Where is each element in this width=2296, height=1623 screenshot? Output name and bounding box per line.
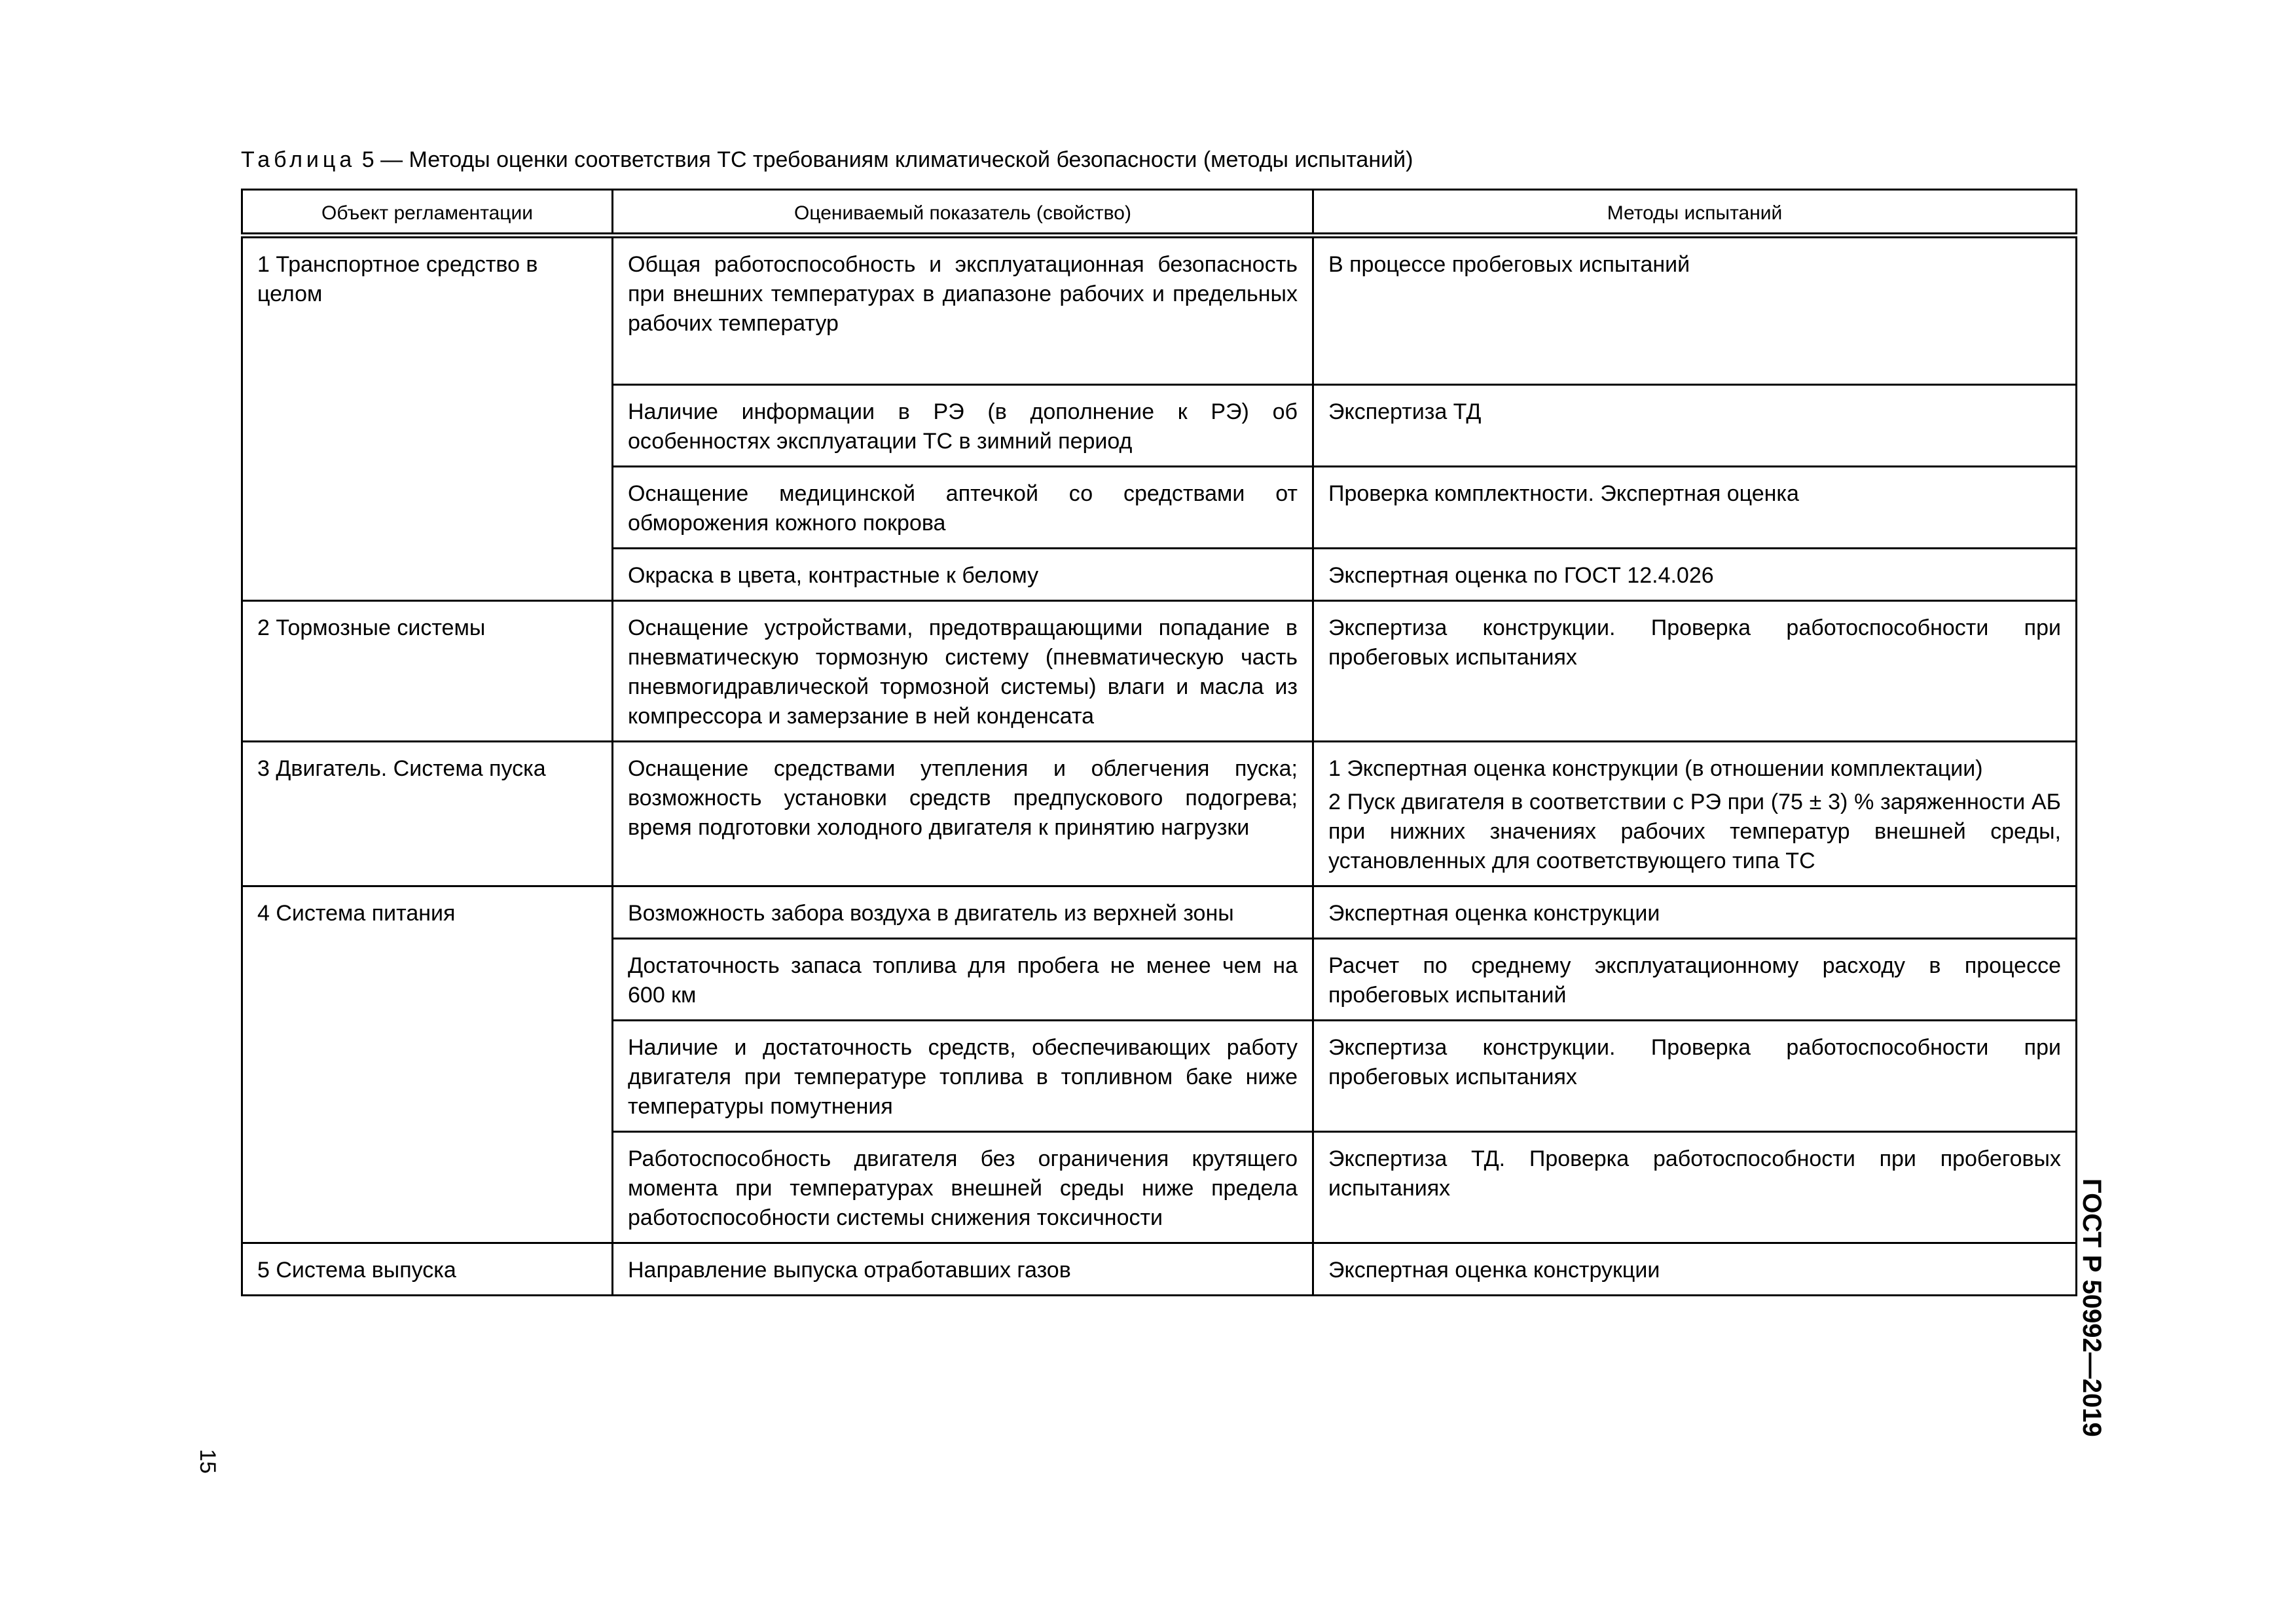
method-cell: Экспертная оценка конструкции xyxy=(1313,886,2077,939)
method-item: 1 Экспертная оценка конструкции (в отношении комплектации) xyxy=(1328,756,1983,781)
property-cell: Достаточность запаса топлива для пробега не менее чем на 600 км xyxy=(613,939,1313,1021)
object-cell: 2 Тормозные системы xyxy=(242,601,613,742)
method-cell: Экспертная оценка конструкции xyxy=(1313,1243,2077,1296)
property-cell: Общая работоспособность и эксплуатационная безопасность при внешних температурах в диапазоне рабочих и предельных рабочих температур xyxy=(613,236,1313,385)
method-cell: Проверка комплектности. Экспертная оценка xyxy=(1313,467,2077,549)
method-cell: Экспертиза конструкции. Проверка работоспособности при пробеговых испытаниях xyxy=(1313,601,2077,742)
header-object: Объект регламентации xyxy=(242,190,613,236)
table-row xyxy=(242,236,2077,385)
property-cell: Оснащение средствами утепления и облегчения пуска; возможность установки средств предпускового подогрева; время подготовки холодного двигателя к принятию нагрузки xyxy=(613,742,1313,886)
property-cell: Оснащение медицинской аптечкой со средствами от обморожения кожного покрова xyxy=(613,467,1313,549)
table-row xyxy=(242,742,2077,886)
table-caption xyxy=(241,145,1413,174)
method-cell xyxy=(1313,742,2077,886)
header-property: Оцениваемый показатель (свойство) xyxy=(613,190,1313,236)
method-cell: Экспертиза конструкции. Проверка работоспособности при пробеговых испытаниях xyxy=(1313,1021,2077,1132)
caption-label: Таблица xyxy=(241,147,356,172)
property-cell: Направление выпуска отработавших газов xyxy=(613,1243,1313,1296)
page-number: 15 xyxy=(194,1449,220,1474)
methods-table xyxy=(241,189,2077,1296)
property-cell: Наличие информации в РЭ (в дополнение к РЭ) об особенностях эксплуатации ТС в зимний период xyxy=(613,385,1313,467)
header-row xyxy=(242,190,2077,236)
property-cell: Наличие и достаточность средств, обеспечивающих работу двигателя при температуре топлива в топливном баке ниже температуры помутнения xyxy=(613,1021,1313,1132)
table-row xyxy=(242,886,2077,939)
object-cell: 5 Система выпуска xyxy=(242,1243,613,1296)
document-side-title: ГОСТ Р 50992—2019 xyxy=(2077,1178,2106,1437)
method-cell: Экспертиза ТД xyxy=(1313,385,2077,467)
method-cell: Экспертиза ТД. Проверка работоспособности при пробеговых испытаниях xyxy=(1313,1132,2077,1243)
header-method: Методы испытаний xyxy=(1313,190,2077,236)
method-cell: Расчет по среднему эксплуатационному расходу в процессе пробеговых испытаний xyxy=(1313,939,2077,1021)
method-item: 2 Пуск двигателя в соответствии с РЭ при (75 ± 3) % заряженности АБ при нижних значениях рабочих температур внешней среды, установленных для соответствующего типа ТС xyxy=(1328,790,2061,873)
property-cell: Возможность забора воздуха в двигатель из верхней зоны xyxy=(613,886,1313,939)
method-cell: Экспертная оценка по ГОСТ 12.4.026 xyxy=(1313,549,2077,601)
property-cell: Оснащение устройствами, предотвращающими попадание в пневматическую тормозную систему (пневматическую часть пневмогидравлической тормозной системы) влаги и масла из компрессора и замерзание в ней конденсата xyxy=(613,601,1313,742)
table-row xyxy=(242,1243,2077,1296)
property-cell: Окраска в цвета, контрастные к белому xyxy=(613,549,1313,601)
table-row xyxy=(242,601,2077,742)
caption-title: 5 — Методы оценки соответствия ТС требованиям климатической безопасности (методы испытаний) xyxy=(355,147,1413,172)
property-cell: Работоспособность двигателя без ограничения крутящего момента при температурах внешней среды ниже предела работоспособности системы снижения токсичности xyxy=(613,1132,1313,1243)
object-cell: 1 Транспортное средство в целом xyxy=(242,236,613,601)
object-cell: 3 Двигатель. Система пуска xyxy=(242,742,613,886)
method-cell: В процессе пробеговых испытаний xyxy=(1313,236,2077,385)
object-cell: 4 Система питания xyxy=(242,886,613,1243)
